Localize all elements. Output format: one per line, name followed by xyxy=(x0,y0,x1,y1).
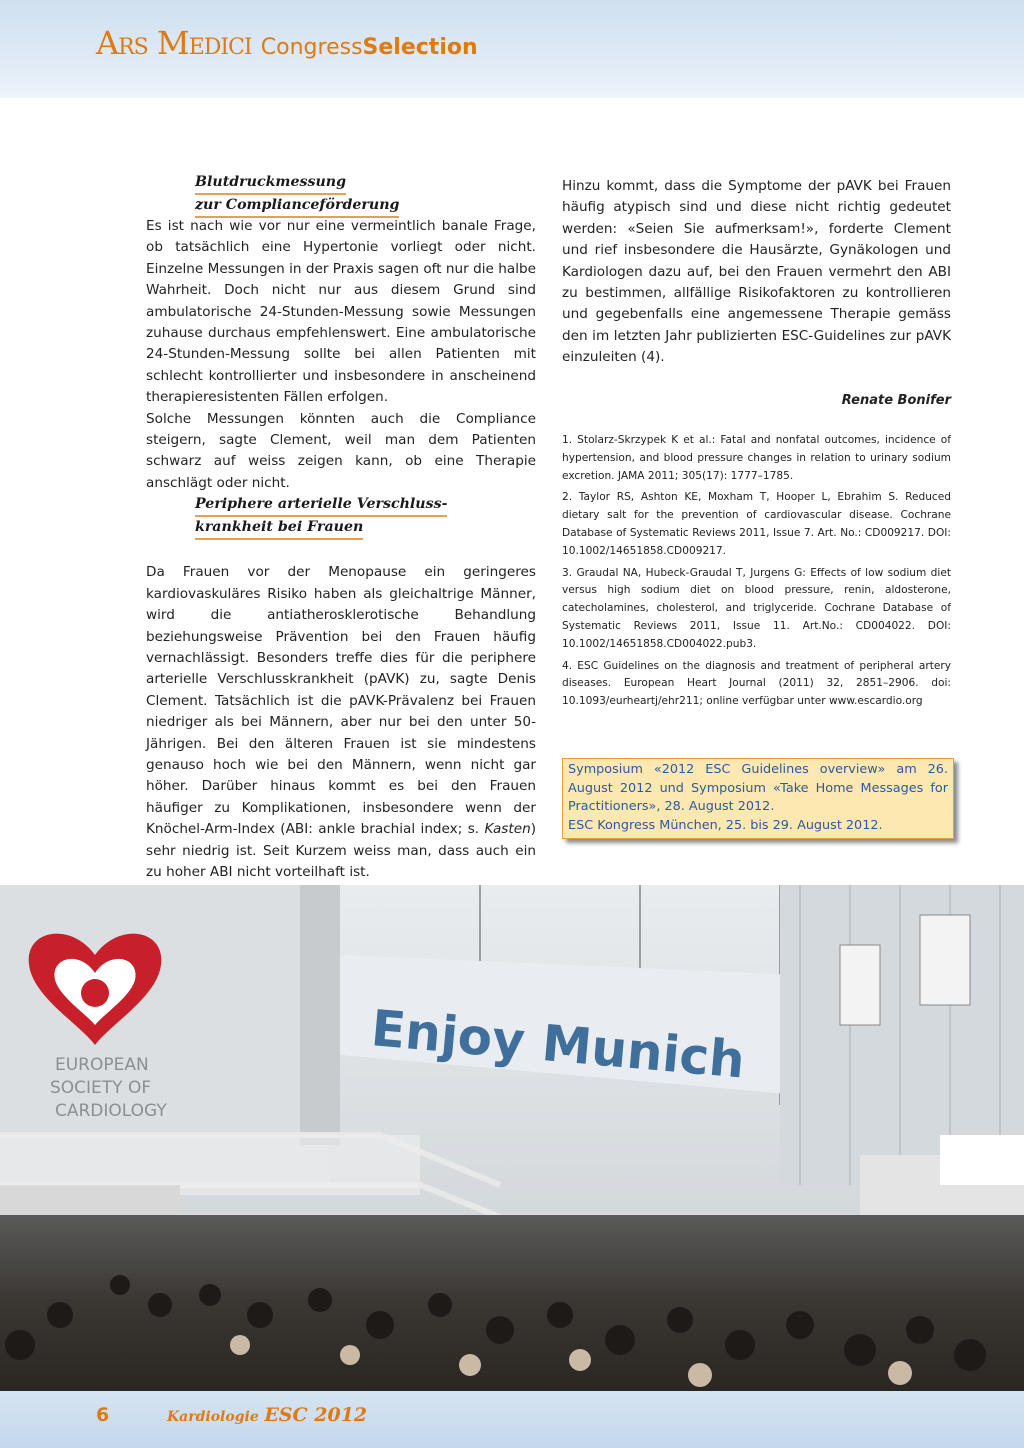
reference-list xyxy=(562,432,951,715)
heading-line: krankheit bei Frauen xyxy=(195,517,363,540)
signage-line: SOCIETY OF xyxy=(50,1078,152,1098)
left-column xyxy=(146,216,536,883)
author-name: Renate Bonifer xyxy=(841,393,951,408)
paragraph-italic: Kasten xyxy=(484,821,531,838)
logo-ars: Ars xyxy=(96,24,148,62)
page-header xyxy=(0,0,1024,98)
banner-text: Enjoy Munich xyxy=(368,999,748,1090)
page-footer xyxy=(0,1391,1024,1448)
info-box xyxy=(562,758,954,839)
paragraph: Es ist nach wie vor nur eine vermeintlich banale Frage, ob tatsächlich eine Hypertonie vorliegt oder nicht. Einzelne Messungen in der Praxis sagen oft nur die halbe Wahrheit. Doch nicht nur aus diesem Grund sind ambulatorische 24-Stunden-Messung sowie Messungen zuhause durchaus empfehlenswert. Eine ambulatorische 24-Stunden-Messung sollte bei allen Patienten mit schlecht kontrollierter und insbesondere in anscheinend therapieresistenten Fällen erfolgen. xyxy=(146,218,536,406)
photo-illustration xyxy=(0,885,1024,1391)
journal-title-part: ESC 2012 xyxy=(264,1404,368,1426)
page-number: 6 xyxy=(96,1404,110,1426)
paragraph: Solche Messungen könnten auch die Compliance steigern, sagte Clement, weil man dem Patienten schwarz auf weiss zeigen kann, ob eine Therapie anschlägt oder nicht. xyxy=(146,410,536,491)
congress-hall-photo xyxy=(0,885,1024,1391)
section-heading-blutdruck xyxy=(195,172,399,218)
logo-selection: Selection xyxy=(362,35,478,60)
journal-title xyxy=(167,1404,367,1426)
signage-line: EUROPEAN xyxy=(55,1055,149,1075)
right-column xyxy=(562,176,951,369)
paragraph xyxy=(146,562,536,883)
section-heading-pavk xyxy=(195,494,447,540)
logo-congress: Congress xyxy=(260,35,363,60)
heading-line: Periphere arterielle Verschluss- xyxy=(195,494,447,517)
info-box-line: Symposium «2012 ESC Guidelines overview» am 26. August 2012 und Symposium «Take Home Messages for Practitioners», 28. August 2012. xyxy=(568,762,948,815)
journal-title-part: Kardiologie xyxy=(167,1409,259,1425)
paragraph-text: ) sehr niedrig ist. Seit Kurzem weiss man, dass auch ein zu hoher ABI nicht vorteilhaft ist. xyxy=(146,821,536,880)
reference-item: 1. Stolarz-Skrzypek K et al.: Fatal and nonfatal outcomes, incidence of hypertension, and blood pressure changes in relation to urinary sodium excretion. JAMA 2011; 305(17): 1777–1785. xyxy=(562,434,951,482)
info-box-line: ESC Kongress München, 25. bis 29. August 2012. xyxy=(568,817,883,833)
heading-line: zur Complianceförderung xyxy=(195,195,399,218)
paragraph: Hinzu kommt, dass die Symptome der pAVK bei Frauen häufig atypisch sind und diese nicht richtig gedeutet werden: «Seien Sie aufmerksam!», forderte Clement und rief insbesondere die Hausärzte, Gynäkologen und Kardiologen dazu auf, bei den Frauen vermehrt den ABI zu bestimmen, allfällige Risikofaktoren zu kontrollieren und gegebenfalls eine angemessene Therapie gemäss den im letzten Jahr publizierten ESC-Guidelines zur pAVK einzuleiten (4). xyxy=(562,178,951,366)
logo-medici: Medici xyxy=(156,24,252,62)
heading-line: Blutdruckmessung xyxy=(195,172,346,195)
paragraph-text: Da Frauen vor der Menopause ein geringeres kardiovaskuläres Risiko haben als gleichaltrige Männer, wird die antiatherosklerotische Behandlung beziehungsweise Prävention bei den Frauen häufig vernachlässigt. Besonders treffe dies für die periphere arterielle Verschlusskrankheit (pAVK) zu, sagte Denis Clement. Tatsächlich ist die pAVK-Prävalenz bei Frauen niedriger als bei Männern, aber nur bei den unter 50-Jährigen. Bei den älteren Frauen ist sie mindestens genauso hoch wie bei den Männern, wenn nicht gar höher. Darüber hinaus kommt es bei den Frauen häufiger zu Komplikationen, insbesondere wenn der Knöchel-Arm-Index (ABI: ankle brachial index; s. xyxy=(146,564,536,838)
reference-item: 2. Taylor RS, Ashton KE, Moxham T, Hooper L, Ebrahim S. Reduced dietary salt for the prevention of cardiovascular disease. Cochrane Database of Systematic Reviews 2011, Issue 7. Art. No.: CD009217. DOI: 10.1002/14651858.CD009217. xyxy=(562,491,951,557)
signage-line: CARDIOLOGY xyxy=(55,1101,167,1121)
reference-item: 3. Graudal NA, Hubeck-Graudal T, Jurgens G: Effects of low sodium diet versus high sodium diet on blood pressure, renin, aldosterone, catecholamines, cholesterol, and triglyceride. Cochrane Database of Systematic Reviews 2011, Issue 11. Art.No.: CD004022. DOI: 10.1002/14651858.CD004022.pub3. xyxy=(562,566,951,650)
reference-item: 4. ESC Guidelines on the diagnosis and treatment of peripheral artery diseases. European Heart Journal (2011) 32, 2851–2906. doi: 10.1093/eurheartj/ehr211; online verfügbar unter www.escardio.org xyxy=(562,659,951,708)
publication-logo xyxy=(96,24,478,62)
